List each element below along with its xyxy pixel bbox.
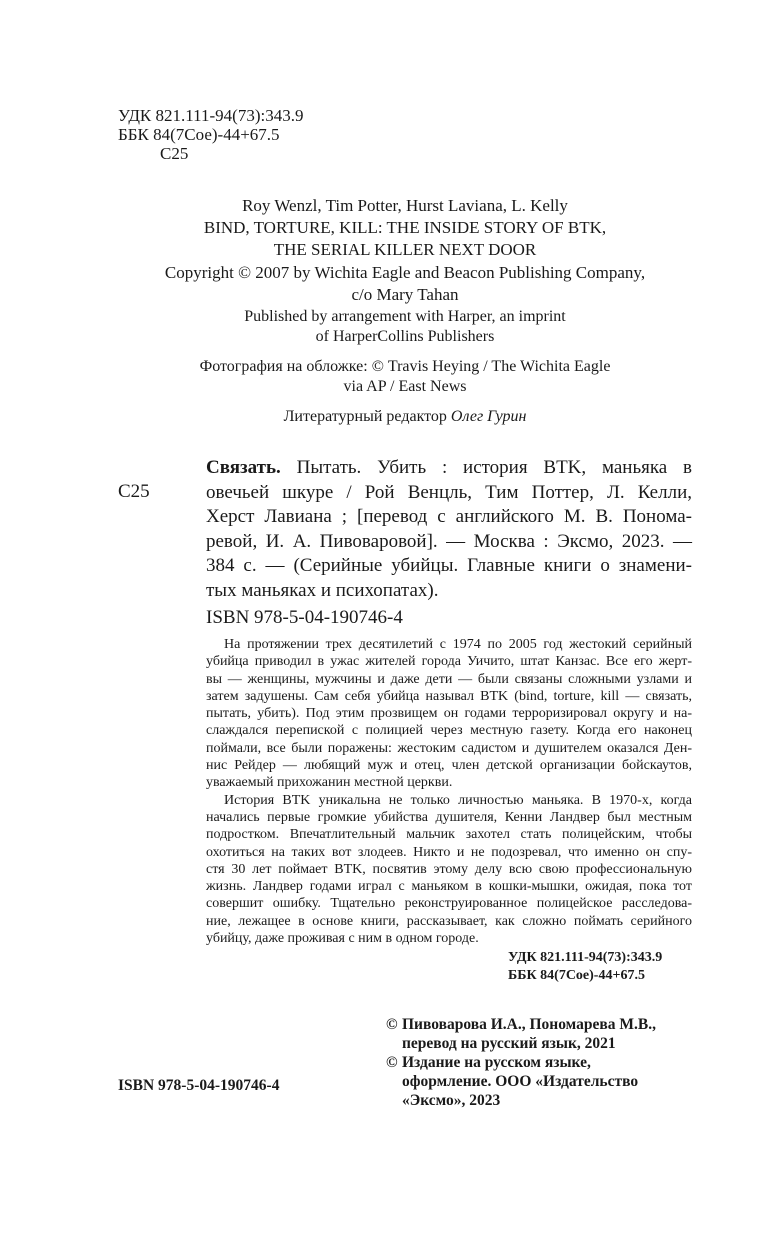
original-copyright [100, 262, 710, 306]
author-mark: С25 [160, 144, 189, 163]
translation-copyright-line1: Пивоварова И.А., Пономарева М.В., [402, 1016, 656, 1033]
annotation-line: уважаемый прихожанин местной церкви. [206, 775, 453, 791]
edition-copyright-line3: «Эксмо», 2023 [402, 1092, 501, 1109]
annotation-line: поймали, все были поражены: жестоким садистом и душителем оказался Ден- [206, 740, 692, 756]
side-author-mark: С25 [118, 481, 150, 502]
authors-line: Roy Wenzl, Tim Potter, Hurst Laviana, L. Kelly [242, 196, 568, 215]
description-line2: овечьей шкуре / Рой Венцль, Тим Поттер, Л. Келли, [206, 481, 692, 503]
publisher-arrangement [100, 307, 710, 347]
copyright-line1: Copyright © 2007 by Wichita Eagle and Beacon Publishing Company, [164, 263, 646, 282]
annotation-line: На протяжении трех десятилетий с 1974 по 2005 год жестокий серийный [224, 637, 692, 652]
copyright-notices [386, 1015, 706, 1110]
annotation-line: убийцу, даже проживая с ним в одном городе. [206, 931, 479, 947]
annotation-line: охотиться на таких вот злодеев. Никто и не подозревал, что именно он спу- [206, 844, 692, 860]
description-line6: тых маньяках и психопатах). [206, 579, 439, 601]
edition-copyright-line2: оформление. ООО «Издательство [402, 1073, 639, 1090]
description-line1: Пытать. Убить : история BTK, маньяка в [280, 457, 692, 478]
annotation-line: слаждался перепиской с полицией через местную газету. Когда его наконец [206, 723, 692, 739]
original-title [100, 217, 710, 261]
bbk-code: ББК 84(7Сое)-44+67.5 [118, 125, 280, 144]
annotation-line: вы — женщины, мужчины и даже дети — были связаны сложными узлами и [206, 671, 692, 687]
translation-copyright-line2: перевод на русский язык, 2021 [402, 1035, 616, 1052]
annotation-line: начались первые громкие убийства душителя, Кенни Ландвер был местным [206, 809, 692, 825]
annotation-line: жизнь. Ландвер годами играл с маньяком в кошки-мышки, ожидая, пока тот [206, 879, 692, 895]
annotation-line: нис Рейдер — любящий муж и отец, член детской организации бойскаутов, [206, 758, 692, 774]
published-line1: Published by arrangement with Harper, an imprint [244, 308, 566, 325]
original-title-line2: THE SERIAL KILLER NEXT DOOR [273, 240, 537, 259]
editor-name: Олег Гурин [450, 408, 527, 425]
photo-line2: via AP / East News [343, 378, 467, 395]
original-title-line1: BIND, TORTURE, KILL: THE INSIDE STORY OF BTK, [203, 218, 607, 237]
annotation-line: затем задушены. Сам себя убийца называл BTK (bind, torture, kill — связать, [206, 688, 692, 704]
classification-codes [118, 106, 303, 163]
photo-credit [100, 357, 710, 397]
annotation-line: убийца приводил в ужас жителей города Уичито, штат Канзас. Все его жерт- [206, 654, 692, 670]
annotation-line: пытать, убить). Под этим прозвищем он годами терроризировал округу и на- [206, 706, 692, 722]
bbk-code-bold: ББК 84(7Сое)-44+67.5 [508, 967, 645, 983]
copyright-symbol: © [386, 1016, 398, 1033]
published-line2: of HarperCollins Publishers [315, 328, 495, 345]
udk-code-bold: УДК 821.111-94(73):343.9 [508, 950, 663, 965]
annotation-line: совершит ошибку. Тщательно реконструированное полицейское расследова- [206, 896, 692, 912]
isbn-main: ISBN 978-5-04-190746-4 [206, 607, 403, 628]
copyright-line2: c/o Mary Tahan [351, 285, 459, 304]
photo-line1: Фотография на обложке: © Travis Heying / The Wichita Eagle [199, 358, 611, 375]
editor-label: Литературный редактор [283, 408, 447, 425]
annotation [206, 636, 692, 947]
original-authors [100, 195, 710, 217]
editor-credit [100, 407, 710, 427]
annotation-line: История BTK уникальна не только личностью маньяка. В 1970-х, когда [224, 792, 692, 808]
description-line3: Херст Лавиана ; [перевод с английского М. В. Понома- [206, 506, 692, 527]
udk-code: УДК 821.111-94(73):343.9 [118, 106, 304, 125]
annotation-line: стя 30 лет поймает BTK, посвятив этому делу всю свою профессиональную [206, 861, 692, 877]
isbn-bottom: ISBN 978-5-04-190746-4 [118, 1077, 280, 1094]
description-line5: 384 с. — (Серийные убийцы. Главные книги о знамени- [206, 555, 692, 576]
translation-copyright [386, 1015, 706, 1053]
bibliographic-description [206, 456, 692, 603]
description-line4: ревой, И. А. Пивоваровой]. — Москва : Эксмо, 2023. — [206, 530, 692, 552]
edition-copyright [386, 1053, 706, 1110]
annotation-line: ние, лежащее в основе книги, рассказывает, как сложно поймать серийного [206, 913, 692, 929]
copyright-symbol: © [386, 1054, 398, 1071]
edition-copyright-line1: Издание на русском языке, [402, 1054, 591, 1071]
codes-right [508, 949, 662, 984]
book-title-bold: Связать. [206, 457, 281, 478]
annotation-line: подростком. Впечатлительный мальчик захотел стать полицейским, чтобы [206, 827, 692, 843]
